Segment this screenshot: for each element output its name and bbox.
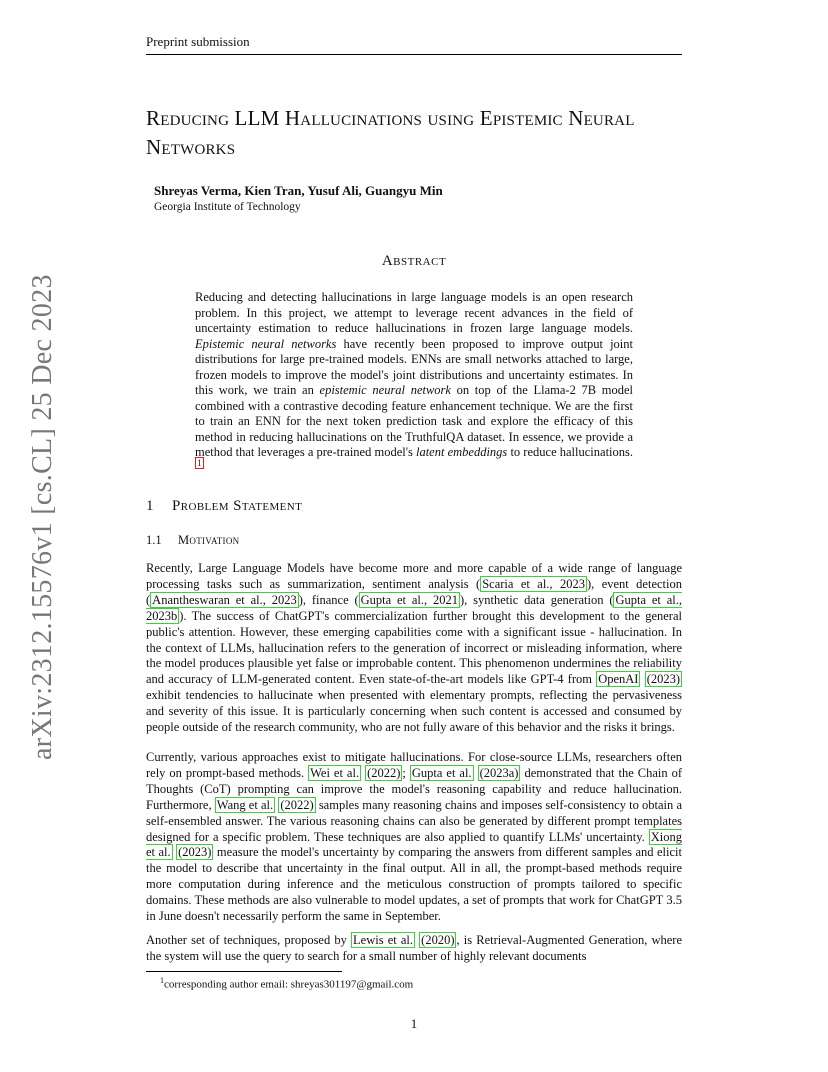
- footnote: [160, 976, 413, 991]
- citation-link[interactable]: Gupta et al., 2021: [360, 592, 458, 607]
- paper-title: Reducing LLM Hallucinations using Epistemic Neural Networks: [146, 106, 635, 159]
- citation-link[interactable]: (2023): [646, 672, 681, 687]
- abstract-emphasis: epistemic neural network: [319, 383, 451, 397]
- subsection-title: Motivation: [178, 533, 240, 547]
- running-header: Preprint submission: [146, 34, 682, 55]
- citation-link[interactable]: Scaria et al., 2023: [482, 576, 585, 591]
- abstract-heading: Abstract: [381, 253, 447, 269]
- arxiv-identifier: arXiv:2312.15576v1 [cs.CL] 25 Dec 2023: [27, 274, 58, 760]
- abstract-emphasis: latent embeddings: [415, 445, 508, 459]
- section-title: Problem Statement: [172, 498, 303, 514]
- citation-link[interactable]: (2022): [367, 765, 401, 780]
- footnote-text: corresponding author email: shreyas301197@gmail.com: [164, 978, 414, 991]
- footnote-divider: [146, 971, 342, 972]
- citation-link[interactable]: Xiong et al.: [146, 829, 682, 860]
- citation-link[interactable]: (2022): [280, 797, 314, 812]
- citation-link[interactable]: (2023a): [479, 765, 519, 780]
- citation-link[interactable]: OpenAI: [598, 672, 639, 687]
- abstract-body: Reducing and detecting hallucinations in large language models is an open research problem. In this project, we attempt to leverage recent advances in the field of uncertainty estimation to reduce hallucinations in frozen large language models. Epistemic neural networks have recently been proposed to improve output joint distributions for large pre-trained models. ENNs are small networks attached to large, frozen models to improve the model's joint distributions and uncertainty estimates. In this work, we train an epistemic neural network on top of the Llama-2 7B model combined with a contrastive decoding feature enhancement technique. We are the first to train an ENN for the next token prediction task and explore the efficacy of this method in reducing hallucinations on the TruthfulQA dataset. In essence, we provide a method that leverages a pre-trained model's latent embeddings to reduce hallucinations. $^1$: [195, 290, 633, 469]
- body-paragraph: Currently, various approaches exist to mitigate hallucinations. For close-source LLMs, researchers often rely on prompt-based methods. Wei et al. (2022) ; Gupta et al. (2023a) demonstrated that the Chain of Thoughts (CoT) prompting can improve the model's reasoning capability and reduce hallucination. Furthermore, Wang et al. (2022) samples many reasoning chains and imposes self-consistency to obtain a self-ensembled answer. The various reasoning chains can also be generated by different prompt templates designed for a specific problem. These techniques are also applied to quantify LLMs' uncertainty. Xiong et al. (2023) measure the model's uncertainty by comparing the answers from different samples and elicit the model to describe that uncertainty in the final output. All in all, the prompt-based methods require more computation during inference and the meticulous construction of prompts tailored to specific domains. These methods are also vulnerable to model updates, a set of prompts that work for ChatGPT 3.5 in June doesn't necessarily perform the same in September.: [146, 750, 683, 924]
- body-paragraph: Another set of techniques, proposed by Lewis et al. (2020) , is Retrieval-Augmented Generation, where the system will use the query to search for a small number of highly relevant documents: [146, 933, 682, 963]
- subsection-number: 1.1: [146, 533, 162, 547]
- citation-link[interactable]: Gupta et al.: [411, 765, 472, 780]
- abstract-emphasis: Epistemic neural networks: [195, 336, 337, 351]
- page-number: 1: [410, 1016, 418, 1031]
- citation-link[interactable]: (2020): [421, 933, 455, 947]
- citation-link[interactable]: Gupta et al., 2023b: [146, 592, 682, 623]
- citation-link[interactable]: Wei et al.: [310, 765, 360, 780]
- citation-link[interactable]: Wang et al.: [216, 797, 274, 812]
- citation-link[interactable]: Lewis et al.: [353, 933, 414, 947]
- body-paragraph: Recently, Large Language Models have become more and more capable of a wide range of language processing tasks such as summarization, sentiment analysis ( Scaria et al., 2023 ), event detection ( Anantheswaran et al., 2023 ), finance ( Gupta et al., 2021 ), synthetic data generation ( Gupta et al., 2023b ). The success of ChatGPT's commercialization further brought this development to the general public's attention. However, these emerging capabilities come with a significant issue - hallucination. In the context of LLMs, hallucination refers to the generation of incorrect or misleading information, where the model produces plausible yet false or improbable content. This phenomenon undermines the reliability and accuracy of LLM-generated content. Even state-of-the-art models like GPT-4 from OpenAI (2023) exhibit tendencies to hallucinate when presented with elementary prompts, reflecting the pervasiveness and severity of this issue. It is particularly concerning when such content is accessed and consumed by people outside of the research community, who are not fully aware of this behavior and the risks it brings.: [146, 561, 682, 735]
- section-number: 1: [146, 498, 154, 514]
- author-list: Shreyas Verma, Kien Tran, Yusuf Ali, Guangyu Min: [154, 183, 443, 198]
- affiliation: Georgia Institute of Technology: [154, 201, 301, 213]
- footnote-mark: 1: [160, 976, 164, 985]
- footnote-link[interactable]: 1: [197, 458, 202, 469]
- citation-link[interactable]: Anantheswaran et al., 2023: [152, 592, 297, 607]
- citation-link[interactable]: (2023): [178, 845, 212, 860]
